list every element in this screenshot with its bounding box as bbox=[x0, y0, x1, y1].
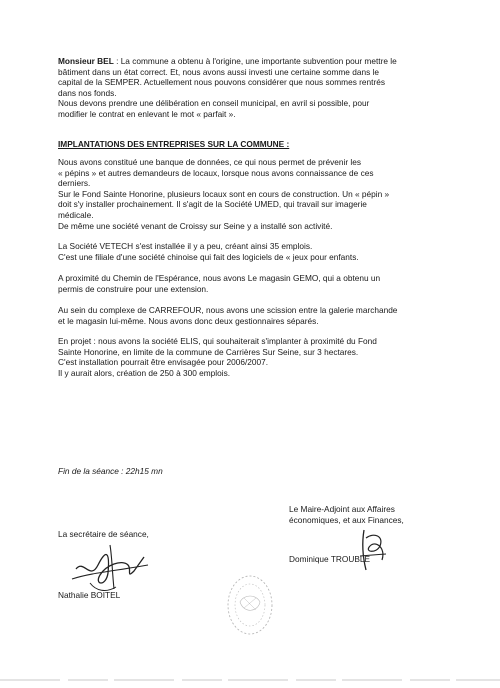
carrefour-line: et le magasin lui-même. Nous avons donc deux gestionnaires séparés. bbox=[58, 315, 319, 326]
bel-line: Nous devons prendre une délibération en conseil municipal, en avril si possible, pour bbox=[58, 98, 370, 109]
elis-line: C'est installation pourrait être envisagée pour 2006/2007. bbox=[58, 357, 269, 368]
bel-line: dans nos fonds. bbox=[58, 87, 117, 98]
paragraph-elis bbox=[58, 336, 443, 378]
bel-line: capital de la SEMPER. Actuellement nous pouvons considérer que nous sommes rentrés bbox=[58, 77, 385, 88]
gemo-line: A proximité du Chemin de l'Espérance, nous avons Le magasin GEMO, qui a obtenu un bbox=[58, 273, 381, 283]
banque-line: Sur le Fond Sainte Honorine, plusieurs locaux sont en cours de construction. Un « pépin » bbox=[58, 188, 390, 199]
banque-line: « pépins » et autres demandeurs de locaux, lorsque nous avons connaissance de ces bbox=[58, 167, 374, 178]
secretary-signature bbox=[70, 535, 150, 597]
deputy-title-line2: économiques, et aux Finances, bbox=[289, 515, 404, 525]
bel-first-text: : La commune a obtenu à l'origine, une importante subvention pour mettre le bbox=[113, 56, 397, 66]
deputy-title-line1: Le Maire-Adjoint aux Affaires bbox=[289, 504, 395, 514]
session-end: Fin de la séance : 22h15 mn bbox=[58, 466, 163, 476]
elis-line: Il y aurait alors, création de 250 à 300 emplois. bbox=[58, 367, 231, 378]
paragraph-gemo bbox=[58, 273, 443, 294]
elis-line: En projet : nous avons la société ELIS, qui souhaiterait s'implanter à proximité du Fond bbox=[58, 336, 377, 346]
paragraph-vetech bbox=[58, 241, 443, 262]
banque-line: De même une société venant de Croissy sur Seine y a installé son activité. bbox=[58, 220, 333, 231]
speaker-name: Monsieur BEL bbox=[58, 56, 114, 66]
secretary-title: La secrétaire de séance, bbox=[58, 529, 149, 539]
gemo-line: permis de construire pour une extension. bbox=[58, 283, 209, 294]
bel-line: modifier le contrat en enlevant le mot « parfait ». bbox=[58, 108, 236, 119]
banque-line: Nous avons constitué une banque de données, ce qui nous permet de prévenir les bbox=[58, 157, 362, 167]
banque-line: doit s'y installer prochainement. Il s'agit de la Société UMED, qui travail sur imagerie bbox=[58, 199, 367, 210]
banque-line: derniers. bbox=[58, 178, 91, 189]
carrefour-line: Au sein du complexe de CARREFOUR, nous avons une scission entre la galerie marchande bbox=[58, 305, 398, 315]
paragraph-carrefour bbox=[58, 305, 443, 326]
paragraph-banque bbox=[58, 157, 443, 231]
banque-line: médicale. bbox=[58, 209, 94, 220]
official-stamp bbox=[226, 574, 274, 636]
vetech-line: C'est une filiale d'une société chinoise qui fait des logiciels de « jeux pour enfants. bbox=[58, 251, 359, 262]
scan-edge-line bbox=[0, 679, 500, 681]
deputy-signature bbox=[356, 526, 392, 574]
deputy-name: Dominique TROUBLE bbox=[289, 554, 371, 564]
paragraph-bel bbox=[58, 56, 443, 120]
section-heading: IMPLANTATIONS DES ENTREPRISES SUR LA COMMUNE : bbox=[58, 139, 290, 149]
bel-first-line bbox=[58, 56, 443, 67]
secretary-name: Nathalie BOITEL bbox=[58, 590, 121, 600]
bel-line: bâtiment dans un état correct. Et, nous avons aussi investi une certaine somme dans le bbox=[58, 66, 379, 77]
vetech-line: La Société VETECH s'est installée il y a peu, créant ainsi 35 emplois. bbox=[58, 241, 313, 251]
elis-line: Sainte Honorine, en limite de la commune de Carrières Sur Seine, sur 3 hectares. bbox=[58, 346, 359, 357]
